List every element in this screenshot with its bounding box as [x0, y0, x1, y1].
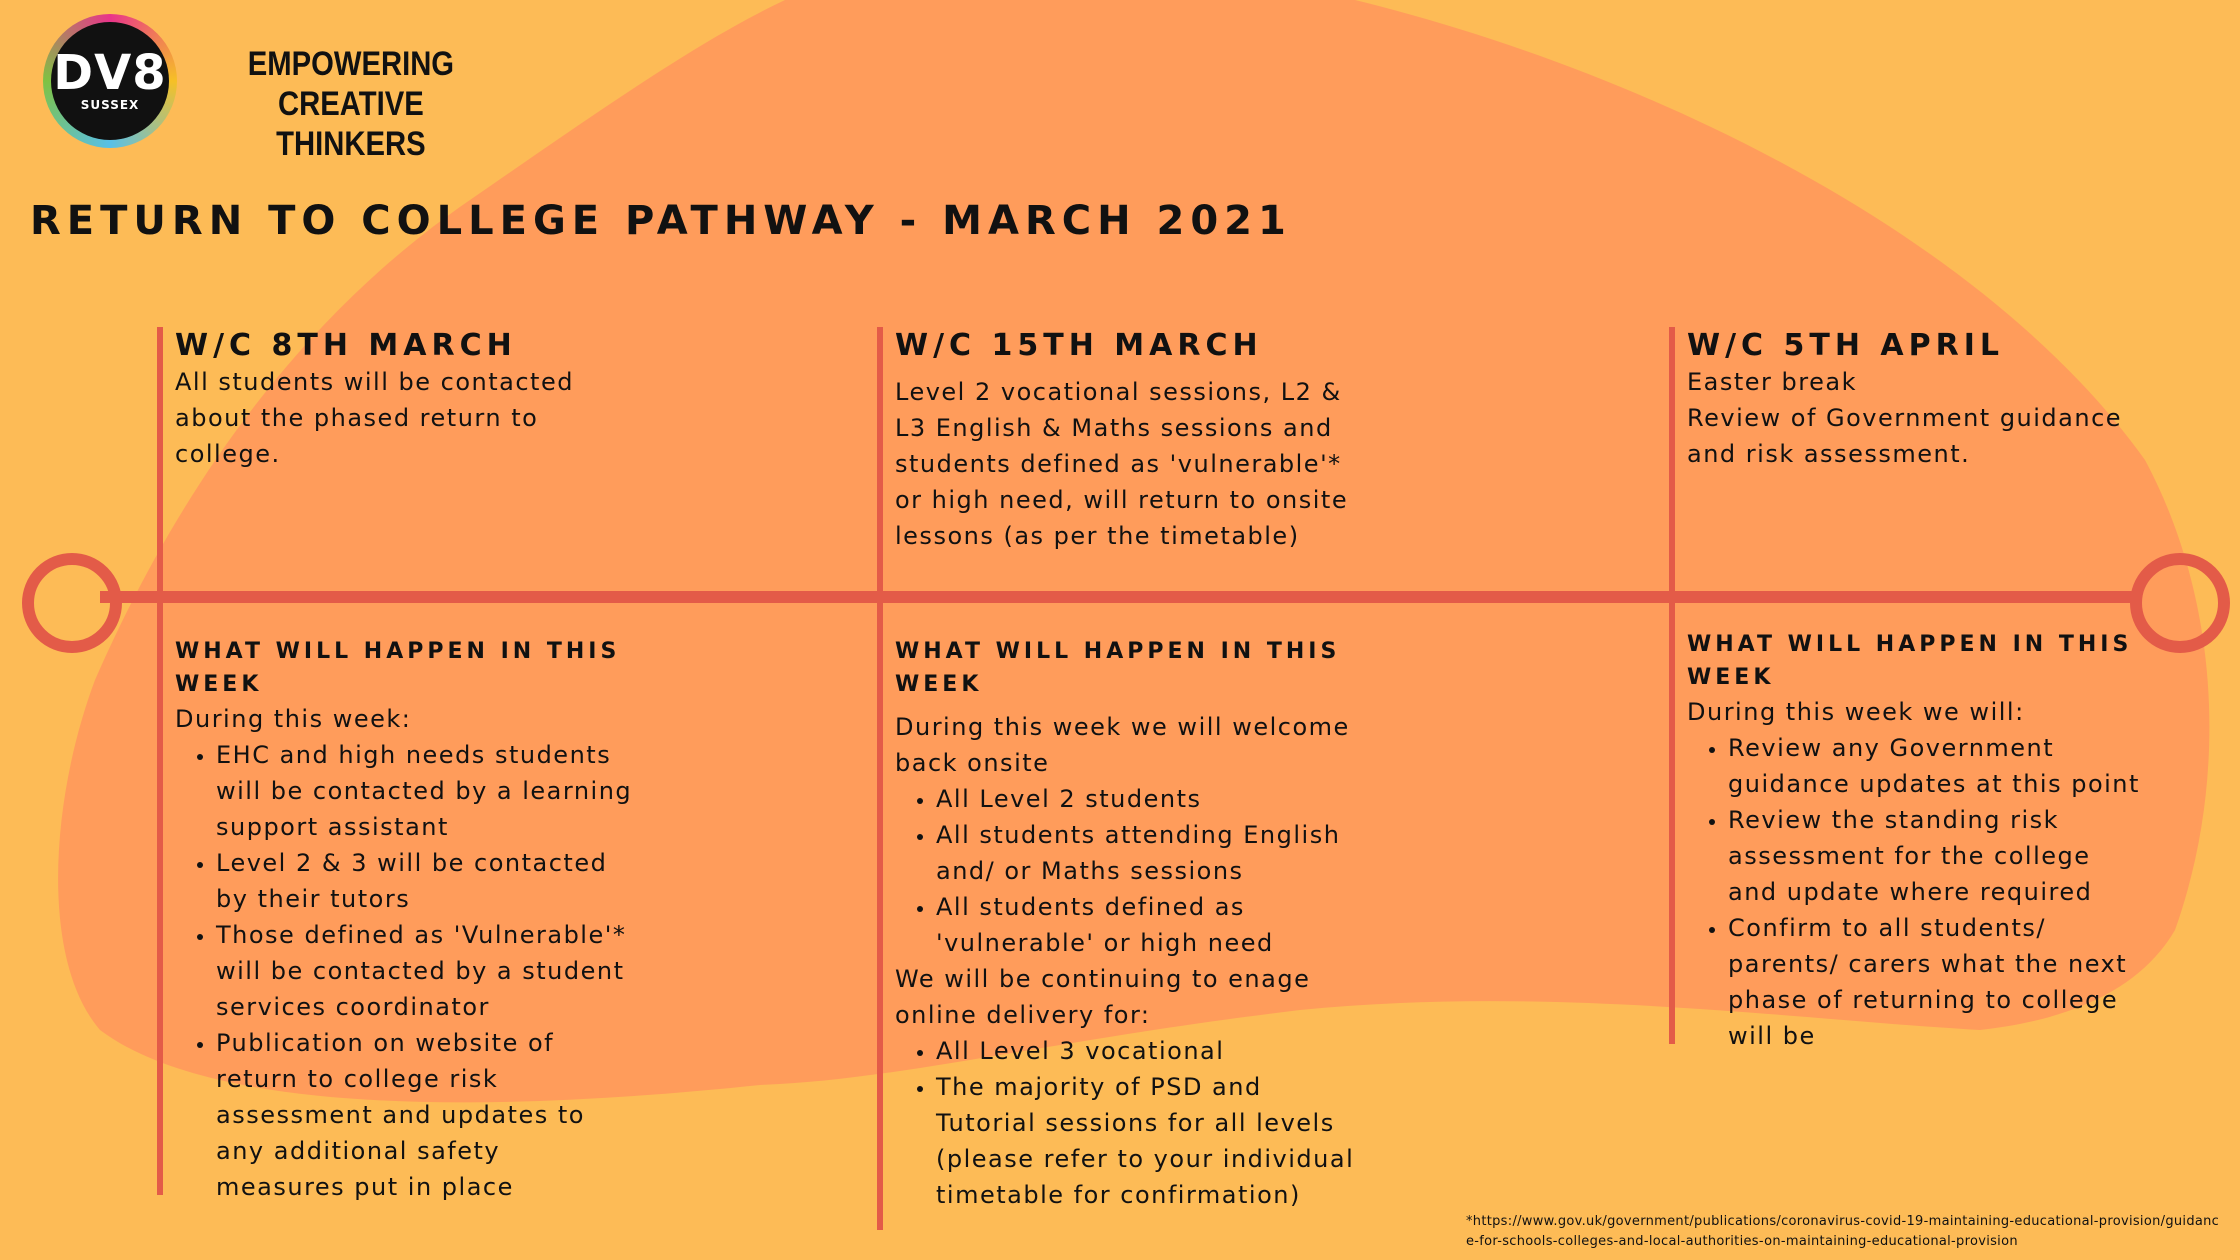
intro-line: lessons (as per the timetable) [895, 522, 1300, 550]
list-item: • Review the standing risk assessment for the college and update where required [1728, 802, 2167, 910]
what-will-happen-heading [1687, 628, 2167, 694]
what-will-happen-heading [175, 635, 635, 701]
intro-line: Review of Government guidance [1687, 404, 2123, 432]
tagline-line-2: CREATIVE THINKERS [276, 85, 426, 163]
bullet-list [895, 1033, 1375, 1213]
week-heading: W/C 8TH MARCH [175, 328, 517, 363]
week-column-3 [1687, 328, 2167, 472]
logo-main-text: DV8 [53, 45, 167, 101]
bullet-list [175, 737, 635, 1205]
list-item: • All students attending English and/ or Maths sessions [936, 817, 1375, 889]
bullet-list [895, 781, 1375, 961]
brand-tagline [209, 44, 493, 164]
list-item: • All Level 3 vocational [936, 1033, 1375, 1069]
week-details-1 [175, 635, 635, 1205]
intro-line: Level 2 vocational sessions, L2 & [895, 378, 1342, 406]
bullet-list [1687, 730, 2167, 1054]
list-item: • The majority of PSD and Tutorial sessions for all levels (please refer to your individual timetable for confirmation) [936, 1069, 1375, 1213]
timeline-start-node [22, 553, 122, 653]
list-item: • Review any Government guidance updates at this point [1728, 730, 2167, 802]
what-will-happen-heading [895, 635, 1375, 701]
intro-line: students defined as 'vulnerable'* [895, 450, 1342, 478]
intro-line: and risk assessment. [1687, 440, 1971, 468]
list-item: • Level 2 & 3 will be contacted by their tutors [216, 845, 635, 917]
week-column-2 [895, 328, 1375, 554]
list-item: • Those defined as 'Vulnerable'* will be contacted by a student services coordinator [216, 917, 635, 1025]
lead-text: During this week we will: [1687, 698, 2025, 726]
timeline-marker-1 [157, 327, 163, 1195]
week-column-1 [175, 328, 635, 472]
sub-heading-line: WHAT WILL HAPPEN IN THIS [1687, 632, 2133, 657]
intro-line: L3 English & Maths sessions and [895, 414, 1333, 442]
list-item: • All Level 2 students [936, 781, 1375, 817]
intro-line: college. [175, 440, 281, 468]
sub-heading-line: WEEK [175, 672, 263, 697]
list-item: • All students defined as 'vulnerable' or high need [936, 889, 1375, 961]
timeline-line [100, 591, 2136, 603]
intro-line: or high need, will return to onsite [895, 486, 1349, 514]
footnote-url: *https://www.gov.uk/government/publications/coronavirus-covid-19-maintaining-educational-provision/guidance-for-schools-colleges-and-local-authorities-on-maintaining-educational-provision [1466, 1214, 2220, 1249]
week-details-2 [895, 635, 1375, 1213]
list-item: • EHC and high needs students will be contacted by a learning support assistant [216, 737, 635, 845]
list-item: • Confirm to all students/ parents/ carers what the next phase of returning to college will be [1728, 910, 2167, 1054]
intro-line: about the phased return to [175, 404, 539, 432]
lead-text: During this week: [175, 705, 412, 733]
tagline-line-1: EMPOWERING [247, 45, 455, 83]
lead-text: We will be continuing to enage [895, 965, 1311, 993]
week-details-3 [1687, 628, 2167, 1054]
dv8-logo [43, 14, 177, 148]
intro-line: Easter break [1687, 368, 1857, 396]
intro-line: All students will be contacted [175, 368, 574, 396]
page-title: RETURN TO COLLEGE PATHWAY - MARCH 2021 [30, 198, 1292, 244]
logo-sub-text: SUSSEX [80, 98, 140, 112]
week-heading: W/C 5TH APRIL [1687, 328, 2004, 363]
sub-heading-line: WHAT WILL HAPPEN IN THIS [175, 639, 621, 664]
list-item: • Publication on website of return to college risk assessment and updates to any additional safety measures put in place [216, 1025, 635, 1205]
logo-badge [51, 22, 169, 140]
sub-heading-line: WEEK [895, 672, 983, 697]
lead-text: online delivery for: [895, 1001, 1151, 1029]
timeline-marker-2 [877, 327, 883, 1230]
lead-text: During this week we will welcome [895, 713, 1350, 741]
lead-text: back onsite [895, 749, 1050, 777]
sub-heading-line: WEEK [1687, 665, 1775, 690]
timeline-marker-3 [1669, 327, 1675, 1044]
week-heading: W/C 15TH MARCH [895, 328, 1263, 363]
sub-heading-line: WHAT WILL HAPPEN IN THIS [895, 639, 1341, 664]
